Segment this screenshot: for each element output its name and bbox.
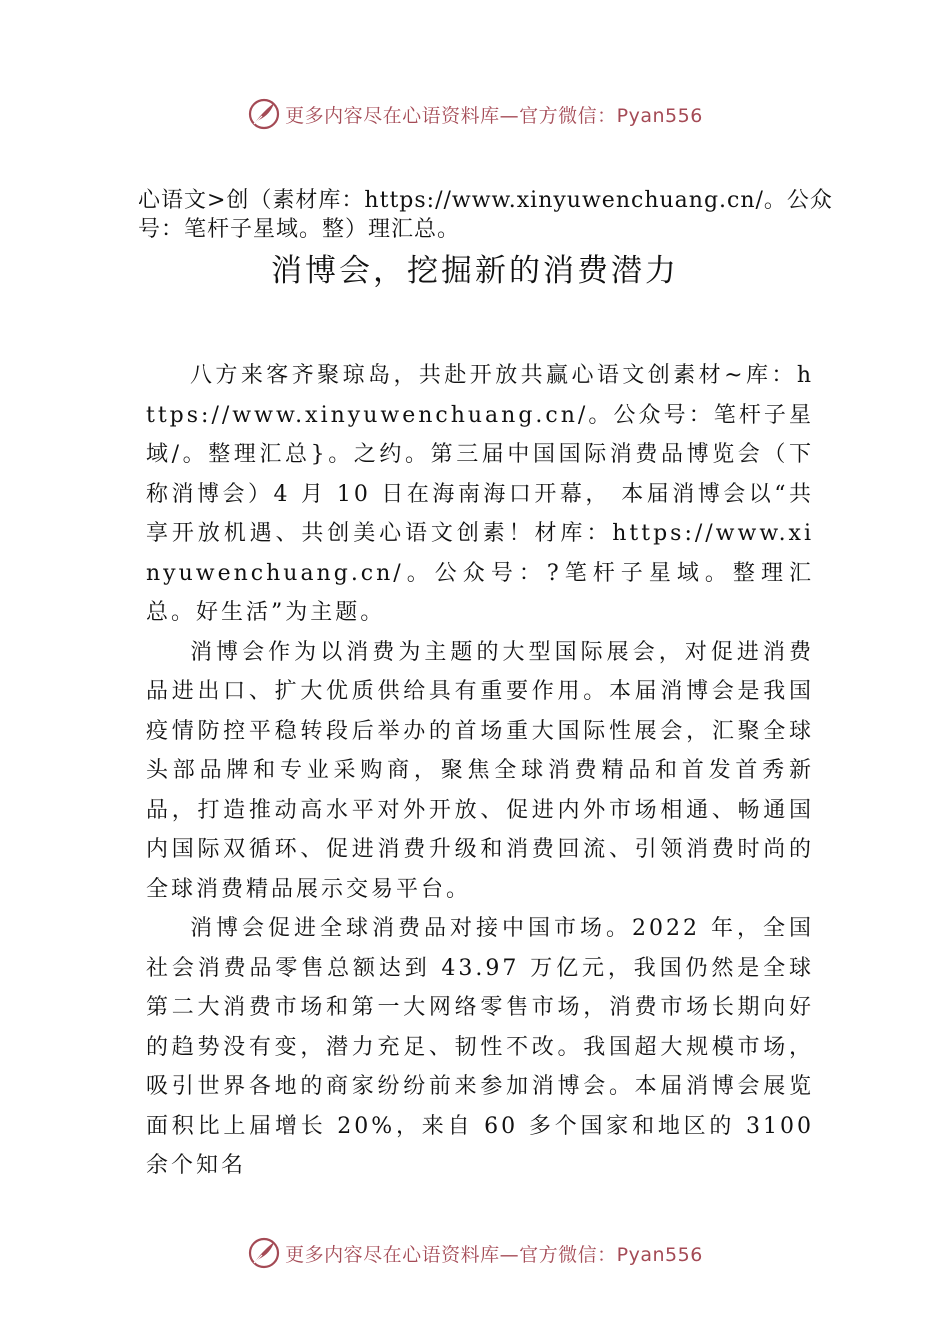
quill-pen-circle-icon [247,1236,281,1270]
paragraph: 消博会促进全球消费品对接中国市场。2022 年，全国社会消费品零售总额达到 43.97 万亿元，我国仍然是全球第二大消费市场和第一大网络零售市场，消费市场长期向好的趋势没有变，潜力充足、韧性不改。我国超大规模市场，吸引世界各地的商家纷纷前来参加消博会。本届消博会展览面积比上届增长 20%，来自 60 多个国家和地区的 3100 余个知名 [146,916,814,1178]
header-line: 心语文>创（素材库：https://www.xinyuwenchuang.cn/。公众号：笔杆子星域。整）理汇总。 [138,188,833,242]
paragraph: 八方来客齐聚琼岛，共赴开放共赢心语文创素材~库：https://www.xinyuwenchuang.cn/。公众号：笔杆子星域/。整理汇总}。之约。第三届中国国际消费品博览会（下称消博会）4 月 10 日在海南海口开幕， 本届消博会以“共享开放机遇、共创美心语文创素！材库：https://www.xinyuwenchuang.cn/。公众号：?笔杆子星域。整理汇总。好生活”为主题。 [146,363,814,625]
paragraph: 消博会作为以消费为主题的大型国际展会，对促进消费品进出口、扩大优质供给具有重要作用。本届消博会是我国疫情防控平稳转段后举办的首场重大国际性展会，汇聚全球头部品牌和专业采购商，聚焦全球消费精品和首发首秀新品，打造推动高水平对外开放、促进内外市场相通、畅通国内国际双循环、促进消费升级和消费回流、引领消费时尚的全球消费精品展示交易平台。 [146,639,814,902]
banner-text: 更多内容尽在心语资料库—官方微信：Pyan556 [285,1243,703,1266]
bottom-banner [0,1233,950,1273]
document-body [146,356,814,1186]
banner-text: 更多内容尽在心语资料库—官方微信：Pyan556 [285,104,703,127]
page-title: 消博会，挖掘新的消费潜力 [271,253,679,289]
top-banner [0,94,950,134]
quill-pen-circle-icon [247,97,281,131]
